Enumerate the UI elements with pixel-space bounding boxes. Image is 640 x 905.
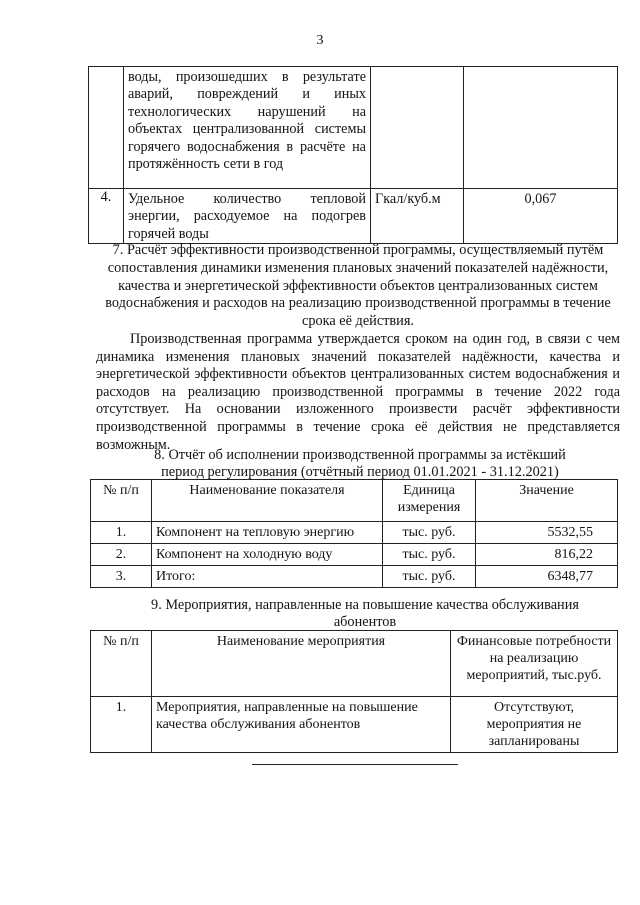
- row-number: 1.: [91, 522, 152, 544]
- header-name: Наименование показателя: [152, 480, 383, 522]
- row-number: 4.: [89, 189, 124, 244]
- section-7-body: Производственная программа утверждается сроком на один год, в связи с чем динамика изменения плановых значений показателей надёжности, качества и энергетической эффективности объектов централизованных систем водоснабжения и расходов на реализацию производственной программы в течение 2022 года отсутствует. На основании изложенного произвести расчёт эффективности производственной программы в течение срока её действия не представляется возможным.: [96, 331, 620, 453]
- header-value: Значение: [476, 480, 618, 522]
- row-name: Компонент на тепловую энергию: [152, 522, 383, 544]
- table-row: [91, 544, 618, 566]
- row-number: 3.: [91, 566, 152, 588]
- row-value: Отсутствуют, мероприятия не запланированы: [451, 697, 618, 753]
- indicators-table-continued: [88, 66, 618, 244]
- row-number: [89, 67, 124, 189]
- header-value: Финансовые потребности на реализацию мероприятий, тыс.руб.: [451, 631, 618, 697]
- header-name: Наименование мероприятия: [152, 631, 451, 697]
- row-number: 1.: [91, 697, 152, 753]
- closing-rule: [252, 764, 458, 765]
- indicator-name: Удельное количество тепловой энергии, расходуемое на подогрев горячей воды: [124, 189, 371, 244]
- row-unit: тыс. руб.: [383, 566, 476, 588]
- table-row: [89, 67, 618, 189]
- row-name: Компонент на холодную воду: [152, 544, 383, 566]
- row-value: 6348,77: [476, 566, 618, 588]
- table-header-row: [91, 631, 618, 697]
- indicator-unit: [371, 67, 464, 189]
- indicator-value: [464, 67, 618, 189]
- section-7-heading: 7. Расчёт эффективности производственной программы, осуществляемый путём сопоставления динамики изменения плановых значений показателей надёжности, качества и энергетической эффективности объектов централизованных систем водоснабжения и расходов на реализацию производственной программы в течение срока её действия.: [105, 242, 611, 330]
- report-table: [90, 479, 618, 588]
- indicator-value: 0,067: [464, 189, 618, 244]
- header-num: № п/п: [91, 631, 152, 697]
- row-value: 816,22: [476, 544, 618, 566]
- section-8-heading: 8. Отчёт об исполнении производственной программы за истёкший период регулирования (отчётный период 01.01.2021 - 31.12.2021): [154, 447, 566, 481]
- page-number: 3: [316, 33, 324, 48]
- table-row: [91, 566, 618, 588]
- row-value: 5532,55: [476, 522, 618, 544]
- indicator-name: воды, произошедших в результате аварий, повреждений и иных технологических нарушений на объектах централизованной системы горячего водоснабжения в расчёте на протяжённость сети в год: [124, 67, 371, 189]
- row-unit: тыс. руб.: [383, 544, 476, 566]
- header-num: № п/п: [91, 480, 152, 522]
- table-header-row: [91, 480, 618, 522]
- row-name: Мероприятия, направленные на повышение качества обслуживания абонентов: [152, 697, 451, 753]
- measures-table: [90, 630, 618, 753]
- table-row: [91, 522, 618, 544]
- indicator-unit: Гкал/куб.м: [371, 189, 464, 244]
- row-name: Итого:: [152, 566, 383, 588]
- table-row: [91, 697, 618, 753]
- row-unit: тыс. руб.: [383, 522, 476, 544]
- header-unit: Единица измерения: [383, 480, 476, 522]
- section-9-heading: 9. Мероприятия, направленные на повышение качества обслуживания абонентов: [151, 597, 579, 630]
- table-row: [89, 189, 618, 244]
- row-number: 2.: [91, 544, 152, 566]
